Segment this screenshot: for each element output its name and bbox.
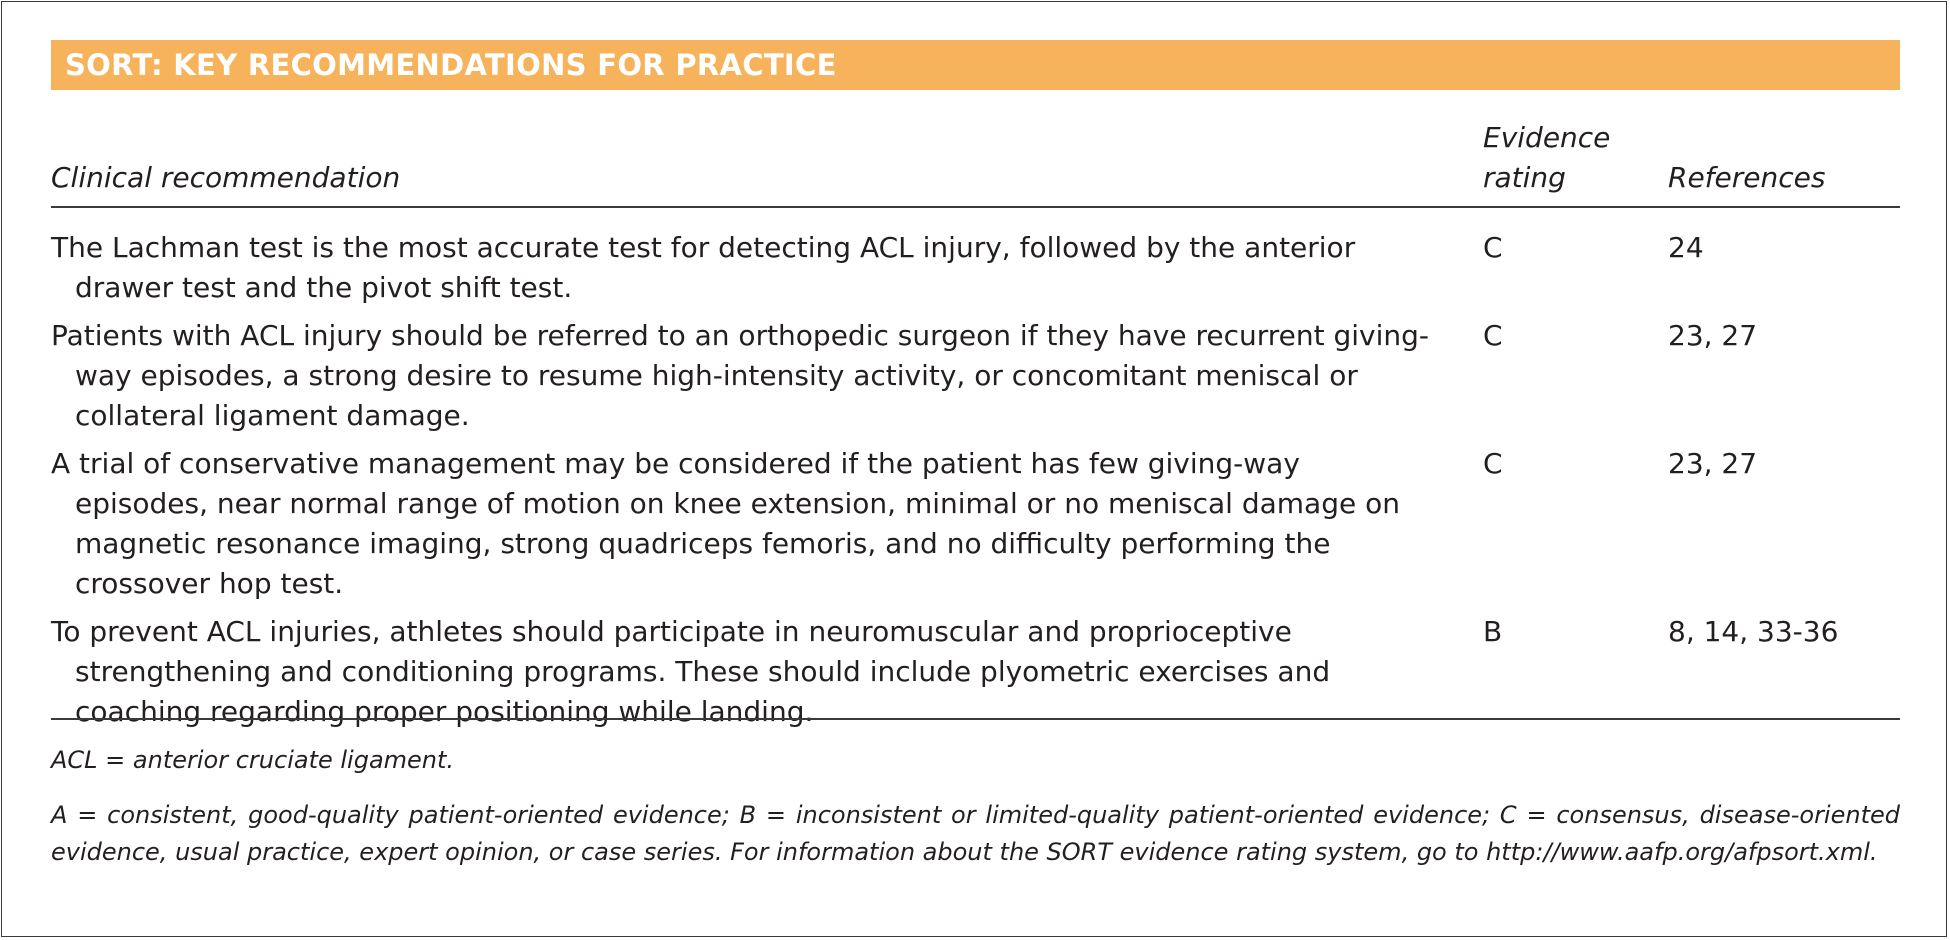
references-value: 24	[1668, 231, 1704, 264]
header-clinical-recommendation: Clinical recommendation	[51, 161, 401, 194]
table-row	[51, 228, 1900, 308]
table-header	[51, 118, 1900, 208]
table-row	[51, 444, 1900, 604]
recommendation-text: Patients with ACL injury should be referred to an orthopedic surgeon if they have recurrent giving-way episodes, a strong desire to resume high-intensity activity, or concomitant meniscal or collateral ligament damage.	[51, 319, 1430, 432]
header-evidence-rating	[1483, 118, 1610, 198]
references-value: 23, 27	[1668, 447, 1758, 480]
references-value: 23, 27	[1668, 319, 1758, 352]
footnote-rating-key: A = consistent, good-quality patient-oriented evidence; B = inconsistent or limited-quality patient-oriented evidence; C = consensus, disease-oriented evidence, usual practice, expert opinion, or case series. For information about the SORT evidence rating system, go to http://www.aafp.org/afpsort.xml.	[51, 801, 1900, 866]
header-references: References	[1668, 161, 1826, 194]
footnote-abbreviation: ACL = anterior cruciate ligament.	[51, 746, 455, 774]
recommendation-text: A trial of conservative management may be considered if the patient has few giving-way episodes, near normal range of motion on knee extension, minimal or no meniscal damage on magnetic resonance imaging, strong quadriceps femoris, and no difficulty performing the crossover hop test.	[51, 447, 1400, 600]
table-body	[51, 228, 1900, 740]
evidence-rating-value: C	[1483, 447, 1503, 480]
evidence-rating-value: B	[1483, 615, 1503, 648]
table-row	[51, 316, 1900, 436]
table-bottom-rule	[51, 718, 1900, 720]
recommendation-text: To prevent ACL injuries, athletes should participate in neuromuscular and proprioceptive strengthening and conditioning programs. These should include plyometric exercises and coaching regarding proper positioning while landing.	[51, 615, 1331, 728]
references-value: 8, 14, 33-36	[1668, 615, 1839, 648]
sort-banner-title: SORT: KEY RECOMMENDATIONS FOR PRACTICE	[51, 40, 1900, 90]
evidence-rating-value: C	[1483, 231, 1503, 264]
table-row	[51, 612, 1900, 732]
header-evidence-line1: Evidence	[1483, 121, 1611, 154]
recommendation-text: The Lachman test is the most accurate test for detecting ACL injury, followed by the anterior drawer test and the pivot shift test.	[51, 231, 1356, 304]
evidence-rating-value: C	[1483, 319, 1503, 352]
header-evidence-line2: rating	[1483, 161, 1566, 194]
